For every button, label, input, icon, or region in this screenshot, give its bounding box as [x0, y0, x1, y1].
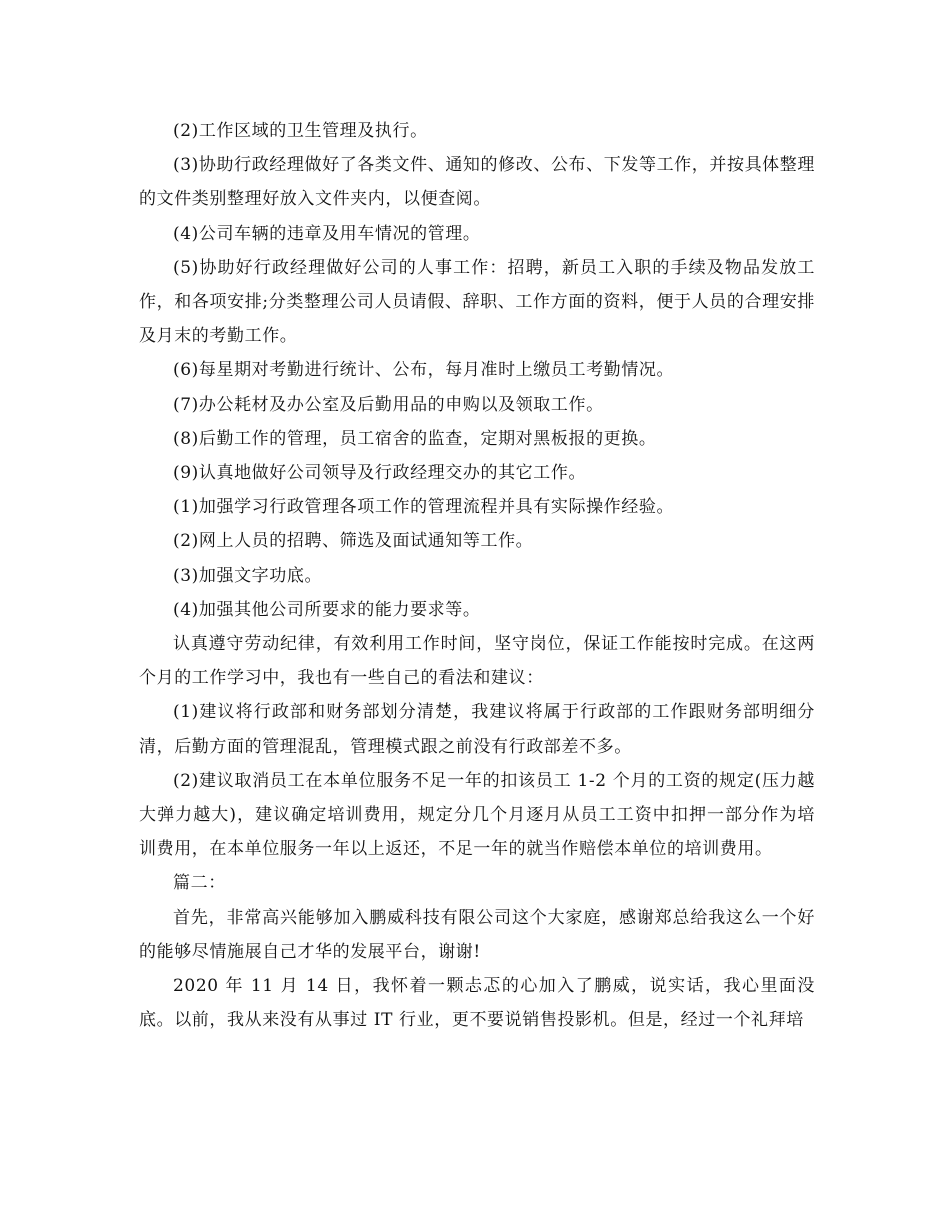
paragraph: (4)加强其他公司所要求的能力要求等。	[173, 599, 481, 620]
paragraph: (5)协助好行政经理做好公司的人事工作：招聘，新员工入职的手续及物品发放工作，和各项安排;分类整理公司人员请假、辞职、工作方面的资料，便于人员的合理安排及月末的考勤工作。	[139, 257, 815, 347]
paragraph: (4)公司车辆的违章及用车情况的管理。	[173, 223, 481, 244]
document-body	[139, 114, 815, 1037]
paragraph: 认真遵守劳动纪律，有效利用工作时间，坚守岗位，保证工作能按时完成。在这两个月的工作学习中，我也有一些自己的看法和建议：	[139, 634, 815, 689]
paragraph: (2)网上人员的招聘、筛选及面试通知等工作。	[173, 531, 534, 552]
paragraph: (3)协助行政经理做好了各类文件、通知的修改、公布、下发等工作，并按具体整理的文件类别整理好放入文件夹内，以便查阅。	[139, 155, 815, 210]
paragraph: (2)工作区域的卫生管理及执行。	[173, 121, 428, 141]
paragraph: (9)认真地做好公司领导及行政经理交办的其它工作。	[173, 463, 587, 484]
paragraph: (1)加强学习行政管理各项工作的管理流程并具有实际操作经验。	[173, 497, 675, 518]
paragraph: (1)建议将行政部和财务部划分清楚，我建议将属于行政部的工作跟财务部明细分清，后勤方面的管理混乱，管理模式跟之前没有行政部差不多。	[139, 702, 815, 757]
paragraph: 2020 年 11 月 14 日，我怀着一颗忐忑的心加入了鹏威，说实话，我心里面没底。以前，我从来没有从事过 IT 行业，更不要说销售投影机。但是，经过一个礼拜培	[139, 976, 815, 1031]
paragraph: (2)建议取消员工在本单位服务不足一年的扣该员工 1-2 个月的工资的规定(压力越大弹力越大)，建议确定培训费用，规定分几个月逐月从员工工资中扣押一部分作为培训费用，在本单位服务一年以上返还，不足一年的就当作赔偿本单位的培训费用。	[139, 770, 815, 860]
paragraph: (3)加强文字功底。	[173, 565, 323, 586]
paragraph: (7)办公耗材及办公室及后勤用品的申购以及领取工作。	[173, 394, 604, 415]
paragraph: 首先，非常高兴能够加入鹏威科技有限公司这个大家庭，感谢郑总给我这么一个好的能够尽情施展自己才华的发展平台，谢谢!	[139, 907, 815, 962]
paragraph: (8)后勤工作的管理，员工宿舍的监查，定期对黑板报的更换。	[173, 428, 657, 449]
section-heading: 篇二：	[173, 873, 226, 894]
paragraph: (6)每星期对考勤进行统计、公布，每月准时上缴员工考勤情况。	[173, 360, 675, 381]
